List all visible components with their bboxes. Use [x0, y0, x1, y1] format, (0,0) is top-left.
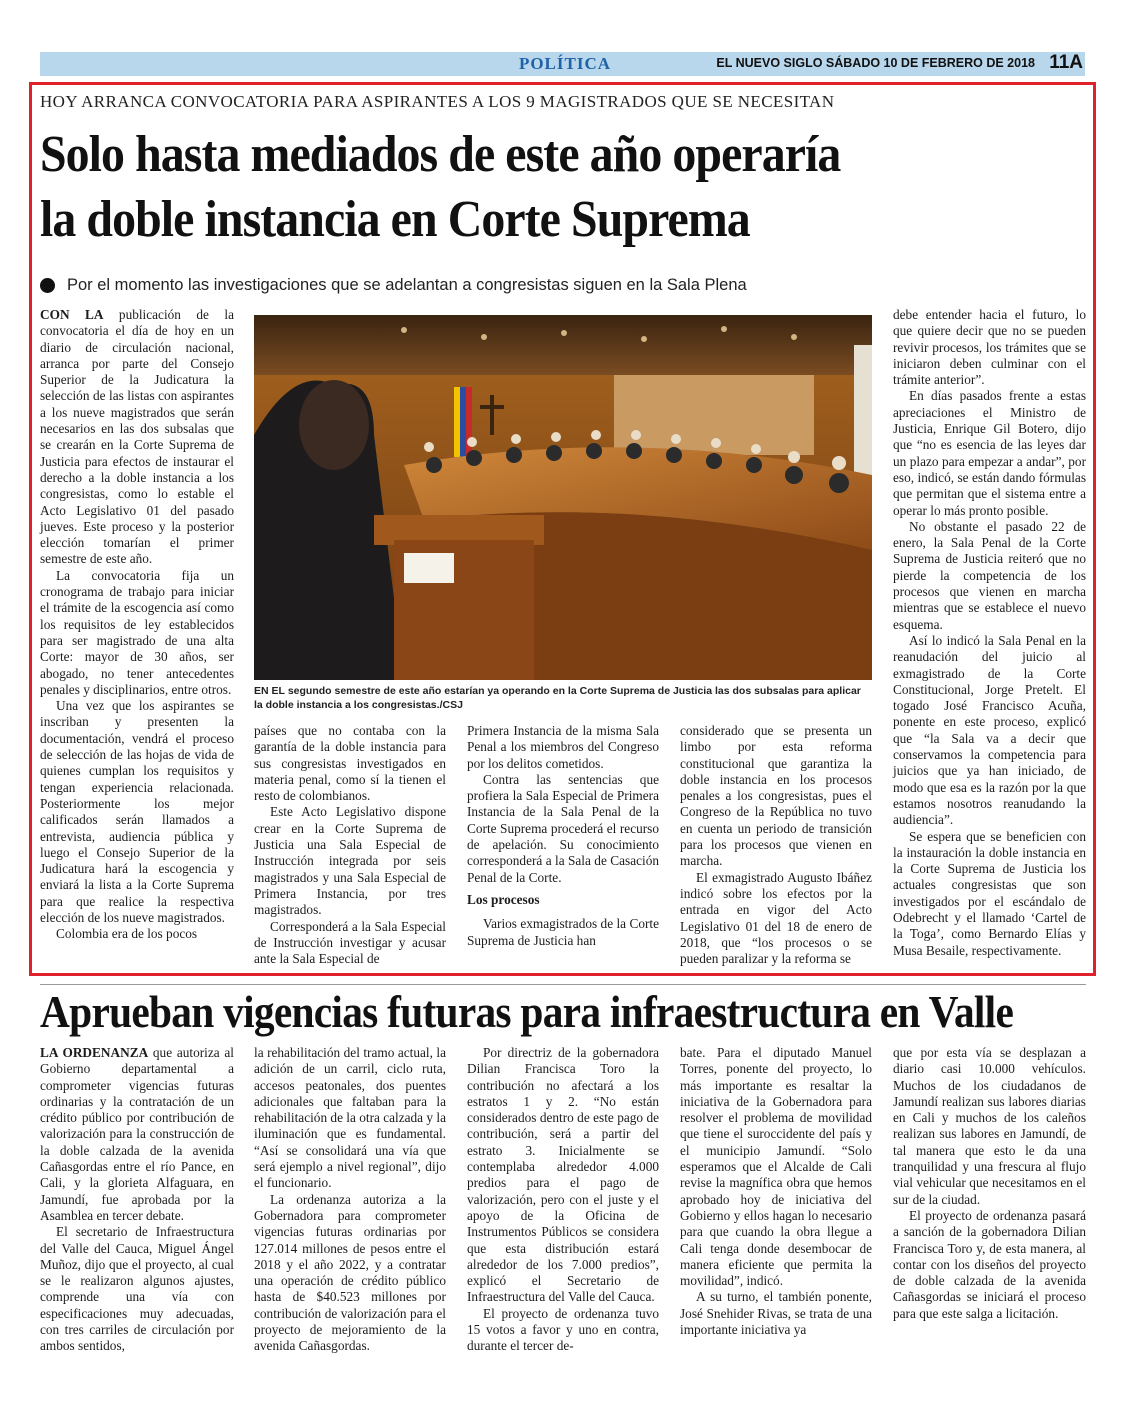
bullet-icon [40, 278, 55, 293]
paragraph: El secretario de Infraestructura del Valle del Cauca, Miguel Ángel Muñoz, dijo que el proyecto, al cual se le realizaron algunos ajustes, comprende una vía con especificaciones muy adecuadas, con tres carriles de circulación por ambos sentidos, [40, 1224, 234, 1354]
article-kicker: HOY ARRANCA CONVOCATORIA PARA ASPIRANTES A LOS 9 MAGISTRADOS QUE SE NECESITAN [40, 92, 835, 111]
paragraph: La convocatoria fija un cronograma de trabajo para iniciar el trámite de la escogencia así como los requisitos de ley establecidos para ser magistrado de una alta Corte: mayor de 30 años, ser abogado, no tener antecedentes penales y disciplinarios, entre otros. [40, 567, 234, 697]
article2-column-5 [893, 1045, 1086, 1322]
paragraph: El exmagistrado Augusto Ibáñez indicó sobre los efectos por la entrada en vigor del Acto Legislativo 01 del 18 de enero de 2018, que “los procesos o se pueden paralizar y la reforma se [680, 869, 872, 967]
paragraph: No obstante el pasado 22 de enero, la Sala Penal de la Corte Suprema de Justicia reiteró que no pierde la competencia de los procesos que vienen en marcha mientras que se establece el nuevo esquema. [893, 518, 1086, 632]
paragraph: países que no contaba con la garantía de la doble instancia para sus congresistas investigados en materia penal, como sí la tienen el resto de colombianos. [254, 723, 446, 804]
paragraph: Corresponderá a la Sala Especial de Instrucción investigar y acusar ante la Sala Especial de [254, 918, 446, 967]
article1-column-3 [467, 723, 659, 949]
article1-column-2 [254, 723, 446, 967]
article2-column-3 [467, 1045, 659, 1355]
paragraph: Una vez que los aspirantes se inscriban y presenten la documentación, vendrá el proceso de selección de las hojas de vida de quienes cumplan los requisitos y tengan experiencia relacionada. Posteriormente los mejor calificados serán llamados a entrevista, audiencia pública y luego el Consejo Superior de la Judicatura hará la escogencia y enviará la lista a la Corte Suprema para que realice la respectiva elección de los nueve magistrados. [40, 698, 234, 925]
caption-lead: EN EL [254, 685, 285, 697]
courtroom-photo [254, 315, 872, 680]
paragraph: Contra las sentencias que profiera la Sala Especial de Primera Instancia de la Sala Penal de la Corte Suprema procederá el recurso de apelación. Su conocimiento corresponderá a la Sala de Casación Penal de la Corte. [467, 771, 659, 885]
subhead-text: Por el momento las investigaciones que se adelantan a congresistas siguen en la Sala Plena [67, 276, 747, 294]
paragraph: El proyecto de ordenanza pasará a sanción de la gobernadora Dilian Francisca Toro y, de esta manera, al contar con los diseños del proyecto de doble calzada de la avenida Cañasgordas se iniciará el proceso para que este salga a licitación. [893, 1207, 1086, 1321]
photo-caption [254, 684, 872, 712]
page-number: 11A [1049, 52, 1083, 73]
headline-line-2: la doble instancia en Corte Suprema [40, 191, 750, 248]
paragraph: CON LA publicación de la convocatoria el día de hoy en un diario de circulación nacional, arranca por parte del Consejo Superior de la Judicatura la selección de las listas con aspirantes a los nueve magistrados que serán necesarios en las dos subsalas que se crearán en la Corte Suprema de Justicia para efectos de instaurar el derecho a la doble instancia a los congresistas, como lo estable el Acto Legislativo 01 del pasado jueves. Este proceso y la posterior elección tomarían el primer semestre de este año. [40, 307, 234, 567]
caption-text: segundo semestre de este año estarían ya operando en la Corte Suprema de Justicia las dos subsalas para aplicar la doble instancia a los congresistas./CSJ [254, 685, 861, 711]
section-subtitle: Los procesos [467, 891, 540, 907]
article1-column-5 [893, 307, 1086, 959]
article-subhead [40, 276, 747, 295]
paragraph: A su turno, el también ponente, José Snehider Rivas, se trata de una importante iniciativa ya [680, 1289, 872, 1338]
paper-date-line: EL NUEVO SIGLO SÁBADO 10 DE FEBRERO DE 2018 [716, 56, 1035, 70]
paragraph: Así lo indicó la Sala Penal en la reanudación del juicio al exmagistrado de la Corte Constitucional, Jorge Pretelt. El togado José Francisco Acuña, ponente en este proceso, explicó que “la Sala va a decir que conservamos la competencia para juicios que ya han iniciado, de modo que esa es la razón por la que estamos nosotros reanudando la audiencia”. [893, 632, 1086, 828]
article1-column-1 [40, 307, 234, 943]
paragraph: Primera Instancia de la misma Sala Penal a los miembros del Congreso por los delitos cometidos. [467, 723, 659, 771]
paragraph: Este Acto Legislativo dispone crear en la Corte Suprema de Justicia una Sala Especial de Instrucción integrada por seis magistrados y una Sala Especial de Primera Instancia, por tres magistrados. [254, 804, 446, 918]
paragraph: considerado que se presenta un limbo por esta reforma constitucional que garantiza la doble instancia en los procesos penales a los congresistas, pues el Congreso de la República no tuvo en cuenta un periodo de transición para los procesos que vienen en marcha. [680, 723, 872, 869]
article2-headline: Aprueban vigencias futuras para infraestructura en Valle [40, 987, 1014, 1037]
article2-column-2 [254, 1045, 446, 1355]
paragraph: LA ORDENANZA que autoriza al Gobierno departamental a comprometer vigencias futuras ordinarias y la contratación de un crédito público por contribución de valorización para la construcción de la doble calzada de la avenida Cañasgordas entre el río Pance, en Cali, y la glorieta Alfaguara, en Jamundí, fue aprobada por la Asamblea en tercer debate. [40, 1045, 234, 1223]
headline-line-1: Solo hasta mediados de este año operaría [40, 126, 841, 183]
paragraph: La ordenanza autoriza a la Gobernadora para comprometer vigencias futuras ordinarias por 127.014 millones de pesos entre el 2018 y el año 2022, y a contratar una operación de crédito público hasta de $40.523 millones por contribución de valorización para el proyecto de mejoramiento de la avenida Cañasgordas. [254, 1191, 446, 1354]
article2-column-1 [40, 1045, 234, 1355]
paragraph: En días pasados frente a estas apreciaciones el Ministro de Justicia, Enrique Gil Botero, dijo que “no es esencia de las leyes dar un plazo para empezar a andar”, por eso, indicó, se están dando fórmulas que permitan que el sistema entre a operar lo más pronto posible. [893, 388, 1086, 518]
paragraph: Colombia era de los pocos [56, 926, 198, 942]
lead-in: CON LA [40, 307, 104, 322]
article1-column-4 [680, 723, 872, 967]
paragraph: debe entender hacia el futuro, lo que quiere decir que no se pueden revivir procesos, los trámites que se iniciaron deben culminar con el trámite anterior”. [893, 307, 1086, 388]
paragraph: El proyecto de ordenanza tuvo 15 votos a favor y uno en contra, durante el tercer de- [467, 1305, 659, 1354]
paragraph: la rehabilitación del tramo actual, la adición de un carril, ciclo ruta, accesos peatonales, dos puentes adicionales que faltaban para la rehabilitación de la otra calzada y la iluminación que es fundamental. “Así se consolidará una vía que será ejemplo a nivel regional”, dijo el funcionario. [254, 1045, 446, 1191]
article2-column-4 [680, 1045, 872, 1338]
article-headline [40, 122, 997, 252]
paragraph: Por directriz de la gobernadora Dilian Francisca Toro la contribución no afectará a los estratos 1 y 2. “No están considerados dentro de este pago de contribución, será a partir del estrato 3. Inicialmente se contemplaba alrededor 4.000 predios para el pago de valorización, pero con el juste y el apoyo de la Oficina de Instrumentos Públicos se considera que esta distribución estará alrededor de los 7.000 predios”, explicó el Secretario de Infraestructura del Valle del Cauca. [467, 1045, 659, 1305]
article-divider [40, 984, 1086, 985]
paragraph: Se espera que se beneficien con la instauración la doble instancia en la Corte Suprema de Justicia los actuales congresistas que son investigados por el escándalo de Odebrecht y el llamado ‘Cartel de la Toga’, como Bernardo Elías y Musa Besaile, respectivamente. [893, 828, 1086, 958]
paragraph: bate. Para el diputado Manuel Torres, ponente del proyecto, lo más importante es resaltar la iniciativa de la Gobernadora para resolver el problema de movilidad que tiene el suroccidente del país y el municipio Jamundí. “Solo esperamos que el Alcalde de Cali revise la magnífica obra que hemos aprobado hoy de iniciativa del Gobierno y ellos hagan lo necesario para que cuando la obra llegue a Cali tenga donde desembocar de manera eficiente que permita la movilidad”, indicó. [680, 1045, 872, 1289]
section-name: POLÍTICA [518, 54, 612, 73]
lead-in: LA ORDENANZA [40, 1045, 149, 1060]
paragraph: que por esta vía se desplazan a diario casi 10.000 vehículos. Muchos de los ciudadanos de Jamundí realizan sus labores diarias en Cali y muchos de los caleños realizan sus labores en Jamundí, de tal manera que esto le da una tranquilidad y una frescura al flujo vial vehicular que necesitamos en el sur de la ciudad. [893, 1045, 1086, 1207]
paragraph: Varios exmagistrados de la Corte Suprema de Justicia han [467, 916, 659, 948]
